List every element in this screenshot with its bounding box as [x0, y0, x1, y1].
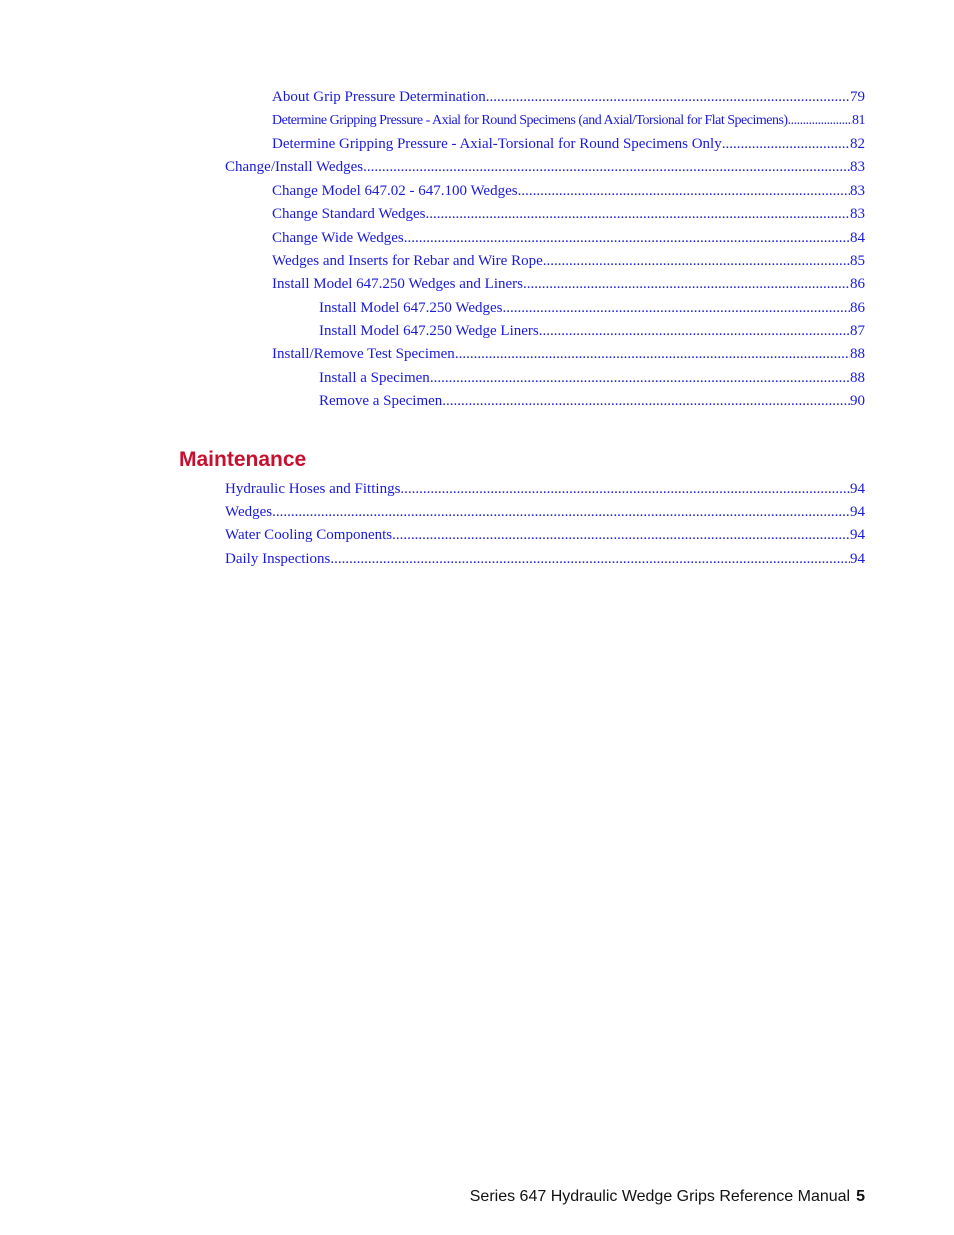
- toc-entry[interactable]: [272, 276, 865, 293]
- dot-leader: [363, 159, 850, 176]
- toc-entry-page: 88: [850, 370, 865, 386]
- toc-entry-page: 82: [850, 136, 865, 152]
- toc-entry-page: 83: [850, 159, 865, 175]
- toc-entry[interactable]: [272, 113, 865, 129]
- toc-entry-page: 90: [850, 393, 865, 409]
- toc-entry-title: Change/Install Wedges: [225, 159, 364, 175]
- dot-leader: [442, 393, 850, 410]
- toc-entry-page: 84: [850, 230, 865, 246]
- toc-entry-title: Determine Gripping Pressure - Axial for Round Specimens (and Axial/Torsional for Flat Specimens): [272, 113, 788, 128]
- toc-entry[interactable]: [272, 346, 865, 363]
- toc-entry-title: Determine Gripping Pressure - Axial-Torsional for Round Specimens Only: [272, 136, 722, 152]
- footer-page-number: 5: [856, 1188, 865, 1205]
- toc-entry-page: 83: [850, 206, 865, 222]
- toc-entry[interactable]: [225, 159, 865, 176]
- toc-entry[interactable]: [272, 89, 865, 106]
- toc-entry-title: Daily Inspections: [225, 551, 331, 567]
- toc-entry-page: 94: [850, 551, 865, 567]
- toc-entry-title: Install Model 647.250 Wedge Liners: [319, 323, 539, 339]
- dot-leader: [539, 323, 850, 340]
- toc-entry-title: Water Cooling Components: [225, 527, 393, 543]
- dot-leader: [272, 504, 850, 521]
- toc-entry-page: 94: [850, 527, 865, 543]
- toc-entry-page: 79: [850, 89, 865, 105]
- toc-entry-page: 94: [850, 481, 865, 497]
- dot-leader: [788, 113, 852, 129]
- toc-entry-title: Change Wide Wedges: [272, 230, 404, 246]
- dot-leader: [404, 230, 850, 247]
- dot-leader: [425, 206, 850, 223]
- toc-entry-title: Change Standard Wedges: [272, 206, 426, 222]
- toc-entry[interactable]: [319, 300, 865, 317]
- toc-entry[interactable]: [272, 183, 865, 200]
- toc-entry-title: Install Model 647.250 Wedges and Liners: [272, 276, 523, 292]
- toc-entry-page: 88: [850, 346, 865, 362]
- toc-entry[interactable]: [225, 481, 865, 498]
- toc-entry-page: 85: [850, 253, 865, 269]
- toc-entry[interactable]: [319, 393, 865, 410]
- toc-entry-title: Install a Specimen: [319, 370, 430, 386]
- toc-entry[interactable]: [225, 551, 865, 568]
- toc-entry-page: 81: [852, 113, 865, 128]
- toc-entry[interactable]: [272, 230, 865, 247]
- toc-entry[interactable]: [272, 253, 865, 270]
- toc-entry[interactable]: [272, 206, 865, 223]
- dot-leader: [523, 276, 850, 293]
- dot-leader: [430, 370, 850, 387]
- toc-entry-title: Install Model 647.250 Wedges: [319, 300, 503, 316]
- toc-entry-title: Change Model 647.02 - 647.100 Wedges: [272, 183, 518, 199]
- toc-entry[interactable]: [319, 370, 865, 387]
- toc-entry[interactable]: [272, 136, 865, 153]
- toc-entry-title: Wedges and Inserts for Rebar and Wire Rope: [272, 253, 543, 269]
- toc-entry-title: Hydraulic Hoses and Fittings: [225, 481, 401, 497]
- toc-entry-title: Remove a Specimen: [319, 393, 443, 409]
- toc-entry-title: Wedges: [225, 504, 273, 520]
- dot-leader: [543, 253, 850, 270]
- toc-entry[interactable]: [319, 323, 865, 340]
- toc-entry-page: 86: [850, 276, 865, 292]
- dot-leader: [392, 527, 850, 544]
- dot-leader: [400, 481, 850, 498]
- footer-manual-title: Series 647 Hydraulic Wedge Grips Reference Manual: [469, 1188, 851, 1205]
- dot-leader: [518, 183, 850, 200]
- dot-leader: [455, 346, 850, 363]
- dot-leader: [486, 89, 850, 106]
- dot-leader: [503, 300, 851, 317]
- toc-entry-page: 94: [850, 504, 865, 520]
- toc-entry-page: 86: [850, 300, 865, 316]
- toc-entry[interactable]: [225, 527, 865, 544]
- toc-entry[interactable]: [225, 504, 865, 521]
- dot-leader: [722, 136, 850, 153]
- dot-leader: [330, 551, 850, 568]
- toc-entry-page: 87: [850, 323, 865, 339]
- toc-entry-title: About Grip Pressure Determination: [272, 89, 486, 105]
- section-heading-maintenance: Maintenance: [179, 448, 307, 471]
- toc-entry-title: Install/Remove Test Specimen: [272, 346, 455, 362]
- toc-entry-page: 83: [850, 183, 865, 199]
- page-footer: [470, 1188, 865, 1206]
